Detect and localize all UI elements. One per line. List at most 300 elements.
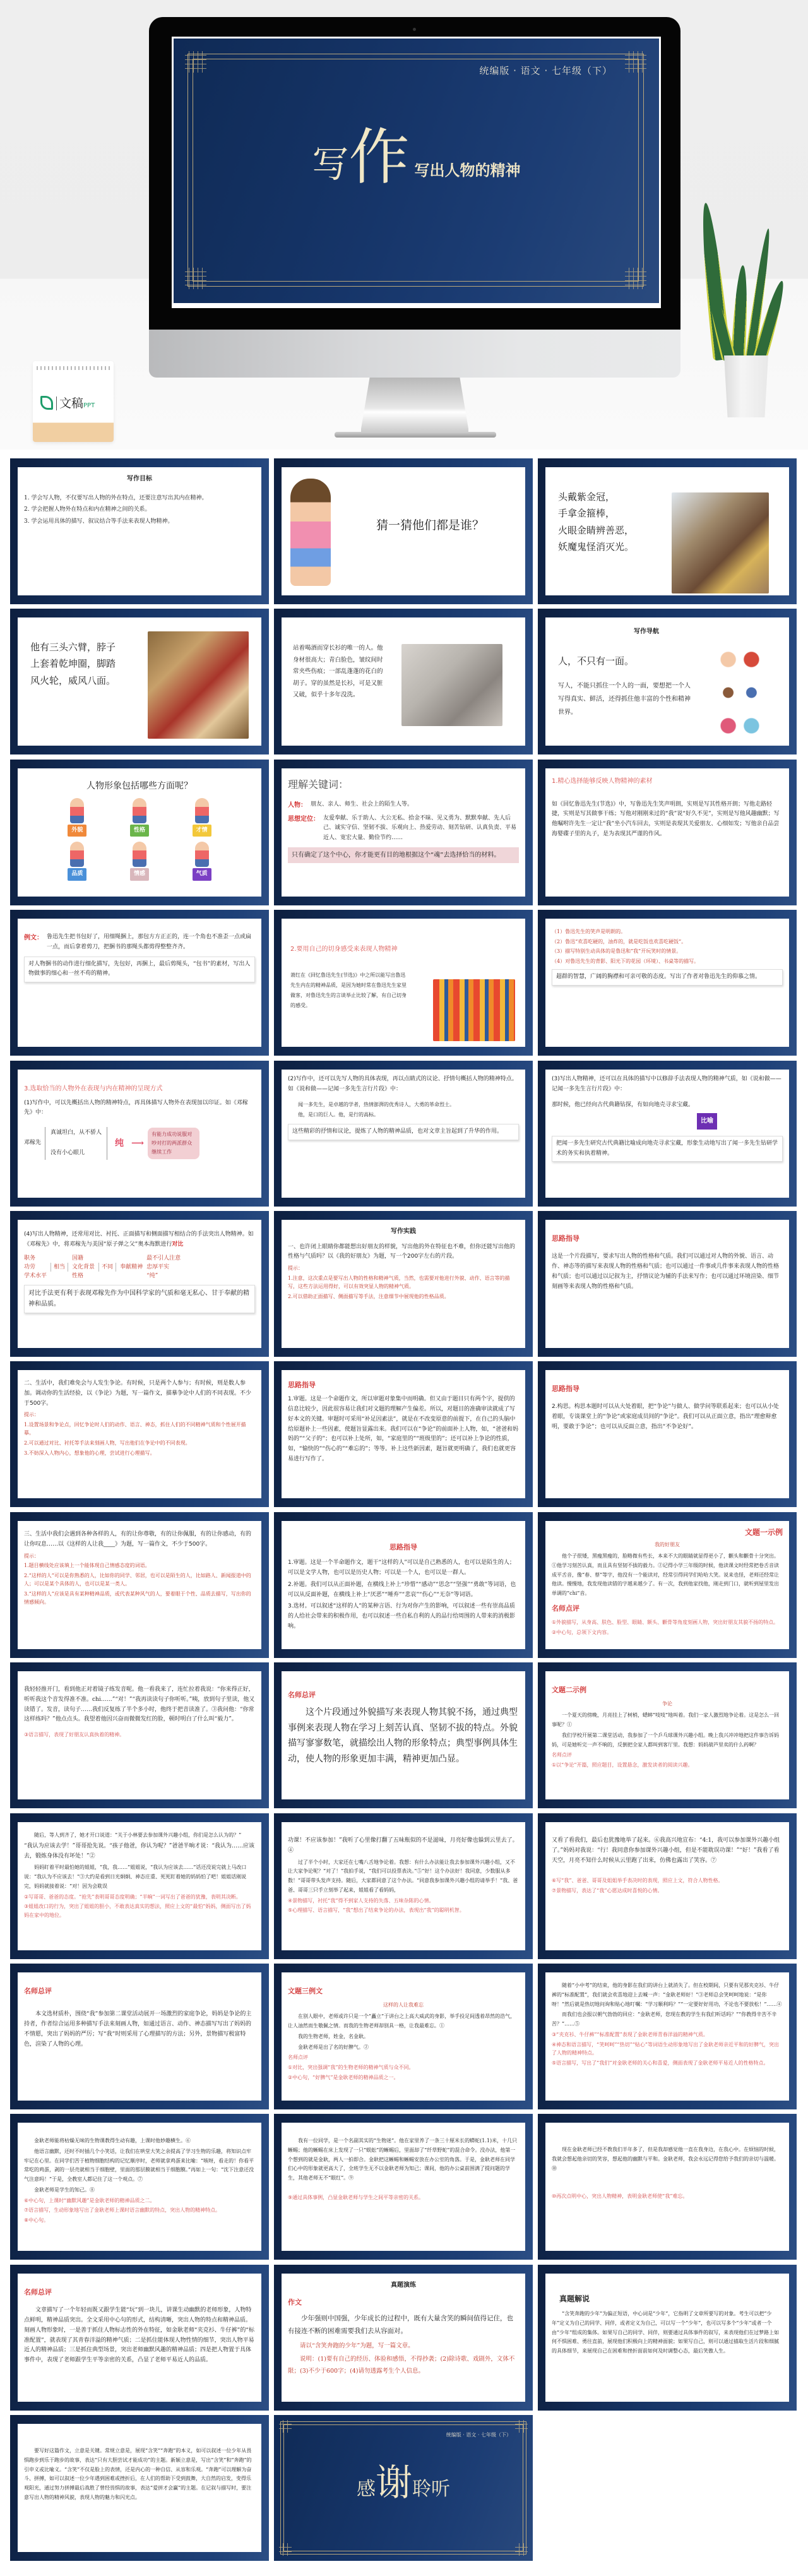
comparison-cell: 文化背景 — [72, 1263, 95, 1270]
monitor-stand — [361, 378, 468, 433]
body-text: 萧红在《回忆鲁迅先生(节选)》中之所以能写出鲁迅先生内在的精神品质，是因为她时常在鲁迅先生家里做客，对鲁迅先生的言谈举止比较了解，有自己切身的感受。 — [290, 972, 407, 1008]
aspect-chip: 情感 — [130, 868, 149, 881]
hint-text: 2.可以通过对比、衬托等手法来刻画人物，写出他们在争论中的不同表现。 — [24, 1440, 191, 1446]
body-paragraph: 妈妈盯着平时最怕她的姐姐，“我，我……”姐姐说，“我认为应该去……”话还没说完就上马改口说：“我认为不应该去！”③大约是看到日光炯炯、神态庄重、死死盯着她的妈妈怕了吧！姐姐话刚说完，妈妈就接着说：“对！因为会耽误 — [24, 1864, 247, 1889]
slide-thumbnail[interactable] — [274, 1361, 533, 1507]
section-heading: 名师总评 — [24, 1987, 52, 1995]
body-paragraph: 而我们也会报以朝气勃勃的回应：“金耿老师，您现在教的学生有我们听话吗？”“你教得辛苦不辛苦？”……⑤ — [552, 2012, 777, 2027]
summary-text: 这个片段通过外貌描写来表现人物其貌不扬，通过典型事例来表现人物在学习上刻苦认真、坚韧不拔的特点。外貌描写寥寥数笔，就描绘出人物的形象特点；典型事例具体生动，使人物的形象更加丰满，精神更加凸显。 — [288, 1707, 518, 1764]
poem-text — [558, 489, 665, 555]
comment-text: ⑧中心句。 — [24, 2217, 49, 2223]
logo-suffix: PPT — [83, 402, 95, 409]
essay-title: 我的好朋友 — [655, 1542, 680, 1547]
body-text: 一、也许闭上眼睛你都能想出好朋友的样貌，写出他的外在特征也不难，但你还能写出他的性格与气质吗？以《我的好朋友》为题，写一个200字左右的片段。 — [288, 1243, 516, 1260]
section-heading: 真题解说 — [559, 2294, 590, 2303]
slide-thumbnail[interactable] — [538, 2265, 797, 2411]
cover-title — [174, 122, 659, 193]
body-paragraph: 闻一多先生，是卓越的学者，热情澎湃的优秀诗人，大勇的革命烈士。 — [298, 1101, 454, 1107]
slide-thumbnail[interactable] — [538, 609, 797, 754]
body-paragraph: 随后，等人到齐了，她才开口说道：“关于小林要去参加课外兴趣小组，你们是怎么认为的？” — [34, 1832, 242, 1838]
keyword-label: 人物： — [288, 802, 307, 809]
spacer — [552, 1225, 783, 1229]
trait-item: 没有小心眼儿 — [50, 1149, 85, 1156]
slide-thumbnail[interactable] — [538, 910, 797, 1056]
spacer — [552, 1868, 783, 1876]
body-text: 1.审题。这是一个半命题作文，题干“这样的人”可以是自己熟悉的人，也可以是陌生的人；可以是文学人物，也可以是历史人物；可以是一个人，也可以是一群人。 — [288, 1559, 515, 1576]
comparison-column — [98, 1263, 116, 1272]
comment-text: ①对比，突出强调“我”的生物老师的精神气质与众不同。 — [288, 2065, 414, 2071]
spacer — [288, 2185, 519, 2193]
logo-text: 文稿 — [56, 397, 83, 410]
slide-page — [282, 1822, 525, 1950]
body-text: 这是一个片段描写，要求写出人物的性格和气质。我们可以通过对人物的外貌、语言、动作、神态等的描写来表现人物的性格和气质；也可以通过一件事或几件事来表现人物的性格和气质；也可以通过以记叙为主，抒情议论为辅的手法来写作；也可以通过环境渲染、细节刻画等来表现人物的性格和气质。 — [552, 1253, 780, 1290]
body-paragraph: 随着“小中考”的结束，他的身影在我们的讲台上就消失了。但在校期间，只要有见那夹克衫、牛仔裤的“标准配置”，我们就会欢喜地迎上去喊一声：“金耿老师好！”③老师总会笑呵呵地说：“是你呀！”然后就是热切地问询和贴心地叮嘱：“学习顺利吗？”“一定要好好用功，不论也不要放松！”……④ — [552, 1983, 782, 2007]
spacer — [288, 1676, 519, 1685]
slide-page — [18, 2123, 261, 2251]
slide-page — [282, 1370, 525, 1498]
slide-thumbnail[interactable] — [274, 458, 533, 604]
slide-thumbnail[interactable] — [538, 760, 797, 905]
hint-text: 1.注意，这次重点是要写出人物的性格和精神气质，当然，也需要对他进行外貌、动作、语言等的描写，这些方法运用得好，可以有效突显人物的精神气质。 — [288, 1275, 510, 1290]
comparison-cell: 最不引人注意 — [146, 1255, 181, 1261]
headline: 人，不只有一面。 — [558, 655, 634, 667]
essay-title: 争论 — [662, 1701, 672, 1707]
body-paragraph: 过了半个小时，大家还在七嘴八舌地争论着。我想：有什么办法能让我去参加课外兴趣小组，又不让大家争论呢？“对了！”我拍手说，“我们可以投票表决。”⑤“好！这个办法好！我同意，少数服从多数！”哥哥带头发声支持。随后，大家都同意了这个办法。“同意我参加课外兴趣小组的请举手！”我、爸爸、哥哥三只手立刻举了起来，姐姐看了看妈妈， — [288, 1859, 518, 1893]
keyword-label: 例文： — [24, 934, 43, 941]
closing-rest: 聆听 — [412, 2478, 450, 2500]
plant-pot — [724, 355, 768, 417]
hint-text: 3.不妨深入人物内心，想象他的心理，尝试进行心理描写。 — [24, 1450, 155, 1456]
comparison-cell: “纯” — [146, 1273, 158, 1280]
hint-text: （1）鲁迅先生的笑声是明朗的。 — [552, 929, 626, 934]
monkey-king-painting-image — [672, 492, 769, 593]
keyword-row — [288, 814, 519, 844]
title-char-2: 作 — [348, 122, 410, 193]
slide-page — [18, 1220, 261, 1348]
slide-thumbnail[interactable] — [538, 1211, 797, 1357]
comment-text: ①以“争论”开篇，照应题目，设置悬念，激发读者的阅读兴趣。 — [552, 1762, 693, 1768]
spacer — [24, 2438, 255, 2447]
hint-text: 2.“这样的人”可以是你熟悉的人，比如你的同学、邻居，也可以是陌生的人，比如路人、新闻报道中的人；可以是某个具体的人，也可以是某一类人。 — [24, 1572, 251, 1587]
comment-text: ⑨通过具体事例，凸显金耿老师与学生之间平等亲密的关系。 — [288, 2194, 424, 2200]
hint-text: （2）鲁迅“欢喜吃硬的，油炸的，就是吃饭也欢喜吃硬饭”。 — [552, 938, 687, 945]
slide-thumbnail[interactable] — [10, 1361, 269, 1507]
poem-line: 手拿金箍棒， — [558, 508, 615, 520]
comment-text: ⑤语言描写，写出了“我们”对金耿老师的关心和喜爱，侧面表现了金耿老师平易近人的性格特点。 — [552, 2060, 769, 2066]
slide-page — [18, 617, 261, 746]
comment-text: ③语言描写，表现了好朋友认真执着的精神。 — [24, 1732, 125, 1738]
comparison-cell: 功劳 — [24, 1263, 36, 1270]
slide-page — [18, 1822, 261, 1950]
section-heading: 名师总评 — [288, 1691, 316, 1699]
body-text: 如《回忆鲁迅先生(节选)》中，写鲁迅先生笑声明朗，实则是写其性格开朗；写他走路轻捷，实则是写其做事干练；写他对刚刚来过的“我”说“好久不见”，实则是写他风趣幽默；写他嘱咐许先生一定让“我”坐小汽车回去，实则是表现其关爱朋友、心细如发；写他亲自品尝海婴碟子里的丸子，是为表现其严谨的作风。 — [552, 801, 780, 837]
body-text: 1.审题。这是一个命题作文，所以审题对象集中而明确。但又由于题目只有两个字，提供的信息比较少，因此很容易让我们对文题的理解产生偏差。所以，对题目的准确审读就成了写好本文的关键。审题时可采用“补足因素法”，就是在不改变原意的前提下，在自己的头脑中给原题补上一些因素，使题旨显露出来。我们可以在“争论”的前面补上人物，如，“爸爸和妈妈的”“父子的”；也可以补上处所，如，“家庭里的”“班级里的”；还可以补上争论的性质，如，“愉快的”“伤心的”“难忘的”；等等。补上这些新因素，题旨就更明确了，我们也就更容易进行写作了。 — [288, 1396, 518, 1462]
slide-page — [18, 1070, 261, 1198]
slide-heading: 2.要用自己的切身感受来表现人物精神 — [290, 946, 398, 953]
person-name: 邓稼先 — [24, 1139, 42, 1146]
slide-thumbnail[interactable] — [274, 1662, 533, 1808]
slide-page — [282, 617, 525, 746]
body-paragraph: 他语言幽默，还时不时插几个小笑话，让我们在哄堂大笑之余提高了学习生物的乐趣，将知识点牢牢记在心里。在同学们苦于植物细胞结构的记忆顺序时，老师就拿鸡蛋来比喻：“咳呀，看走的！你看平常吃的鸡蛋，剥的一层壳就相当于细胞壁，里面的那层膜就相当于细胞膜。”再如上一句：“沈下注意还没气注意吗！”于是，全教室人都记住了这一个观点。⑦ — [24, 2148, 254, 2183]
slide-thumbnail[interactable] — [10, 910, 269, 1056]
rhetoric-badge: 比喻 — [697, 1113, 717, 1130]
slide-thumbnail[interactable] — [10, 1061, 269, 1207]
aspect-item — [49, 798, 105, 837]
series-label: 统编版 · 语文 · 七年级（下） — [479, 65, 612, 76]
section-heading: 名师总评 — [24, 2288, 52, 2296]
body-text: 3.选材。可以叙述“这样的人”的某种言语、行为对你产生的影响，可以叙述一些有崇高品质的人给社会带来的积极作用，也可以叙述一些自私自利的人的品行给周围的人带来的消极影响。 — [288, 1603, 516, 1630]
section-heading: 思路指导 — [389, 1543, 417, 1551]
cover-slide — [174, 39, 659, 303]
slide-page — [18, 1370, 261, 1498]
body-text: 1. 学会写人物，不仅要写出人物的外在特点，还要注意写出其内在精神。 — [24, 494, 208, 501]
prompt-text: 请以“含笑奔跑的少年”为题，写一篇文章。 — [288, 2342, 414, 2349]
slide-thumbnail[interactable] — [538, 1361, 797, 1507]
body-text: 写人，不能只抓住一个人的一面，要想把一个人写得真实、鲜活，还得抓住他丰富的个性和精神世界。 — [558, 683, 691, 716]
body-text: (3)写出人物精神，还可以在具体的描写中以修辞手法表现人物的精神气质，如《说和做——记闻一多先生言行片段》中： — [552, 1076, 781, 1092]
slide-thumbnail[interactable] — [10, 1512, 269, 1658]
keyword-value: 朋友、亲人、师生、社会上的陌生人等。 — [311, 801, 413, 808]
aspect-item — [112, 798, 168, 837]
body-text: 功课！不应该参加！”我听了心里像打翻了五味瓶似的不是滋味，月亮好像也躲到云里去了。④ — [288, 1837, 518, 1854]
slide-thumbnail[interactable] — [10, 1813, 269, 1959]
spacer — [24, 2279, 255, 2282]
cartoon-child-icon — [133, 798, 146, 823]
body-text: 3. 学会运用具体的描写、叙议结合等手法来表现人物精神。 — [24, 518, 174, 525]
summary-box: 超群的智慧，广阔的胸襟和可亲可敬的态度。写出了作者对鲁迅先生的仰慕之情。 — [552, 969, 783, 986]
comparison-table — [24, 1254, 255, 1281]
spacer — [552, 2137, 783, 2145]
cartoon-child-icon — [70, 842, 84, 867]
slide-page — [545, 1972, 789, 2101]
poem-text — [30, 639, 138, 689]
guess-prompt: 猜一猜他们都是谁？ — [376, 518, 485, 532]
nezha-painting-image — [148, 631, 249, 739]
fret-corner-icon — [515, 2543, 528, 2556]
comparison-column — [146, 1254, 181, 1281]
body-text: 文章描写了一个年轻而既又跟学生能“玩”到一块儿，讲课生动幽默的老师形象，人物特点鲜明，精神品质突出。全文采用中心句的形式，结构清晰，突出人物的特点和精神品质。刻画人物形象时，一是善于抓住人物标志性的外在特征，如金耿老师“夹克衫、牛仔裤”的“标准配置”，就表现了其青春洋溢的精神气质；二是抓住能体现人物性情的细节，突出人物平易近人的精神品质；三是抓住典型场景，突出老师幽默风趣的精神品质；四是把人物置于具体事件中，表现了老师跟学生平等亲密的关系，凸显了老师平易近人的品质。 — [24, 2307, 254, 2363]
slide-page — [545, 617, 789, 746]
cartoon-child-icon — [195, 798, 209, 823]
summary-box: 把闻一多先生研究古代典籍比喻成向地壳寻求宝藏，形象生动地写出了闻一多先生钻研学术的务实和执着精神。 — [552, 1136, 783, 1162]
comment-text: ⑦景物描写，表达了“我”心愿达成时喜悦的心情。 — [552, 1887, 663, 1893]
poem-line: 妖魔鬼怪消灭光。 — [558, 540, 634, 552]
section-heading: 思路指导 — [552, 1234, 579, 1243]
body-paragraph: 他，是口的巨人。他，是行的高标。 — [298, 1112, 379, 1118]
slide-page — [282, 1220, 525, 1348]
fret-corner-icon — [185, 268, 206, 289]
slide-page — [18, 919, 261, 1047]
body-text: 那时候，他已经向古代典籍钻探，有如向地壳寻求宝藏。 — [552, 1101, 694, 1108]
fret-corner-icon — [625, 51, 646, 73]
fret-corner-icon — [279, 2543, 292, 2556]
body-paragraph: 我们学校开展第二课堂活动，我参加了一个乒乓球课外兴趣小组。晚上我兴冲冲地把这件事告诉妈妈，可是她听完一声不响的，反倒把全家人都叫到客厅里。我想：妈妈葫芦里卖的什么药啊？ — [552, 1732, 779, 1748]
body-paragraph: 金耿老师是出了名的好脾气。② — [298, 2044, 369, 2050]
aspect-item — [174, 798, 230, 837]
slide-thumbnail[interactable] — [538, 1813, 797, 1959]
slide-page — [282, 2123, 525, 2251]
section-heading: 文题一示例 — [744, 1528, 783, 1537]
slide-page — [545, 1822, 789, 1950]
spacer — [24, 924, 255, 933]
spacer — [552, 2183, 783, 2192]
keyword-value: 友爱奉献、乐于助人、大公无私、拾金不昧、见义勇为、默默奉献、先人后己、诚实守信、坚韧不拔、乐观向上、热爱劳动、刻苦钻研、认真负责、平易近人、宽宏大量、勤俭节约…… — [323, 814, 517, 841]
closing-char-1: 感 — [356, 2478, 376, 2500]
closing-title — [274, 2461, 533, 2504]
keyword-value: 鲁迅先生把书包好了，用细绳捆上，那包方方正正的，连一个角也不准歪一点或扁一点，而后拿着剪刀，把捆书的那绳头都剪得整整齐齐。 — [47, 934, 252, 950]
body-text-main: (4)写出人物精神，还常用对比、衬托、正面描写和侧面描写相结合的手法突出人物精神。如《邓稼先》中，将邓稼先与美国“原子弹之父”奥本海默进行 — [24, 1231, 254, 1248]
poem-line: 他有三头六臂，脖子 — [30, 641, 116, 653]
comparison-column — [50, 1263, 68, 1272]
hint-text: 提示： — [24, 1553, 39, 1559]
body-paragraph: 金耿老师能将枯燥无味的生物课教得生动有趣，上课时他妙趣横生。⑥ — [34, 2138, 191, 2144]
slide-thumbnail[interactable] — [274, 1512, 533, 1658]
comparison-cell: 学术水平 — [24, 1273, 47, 1280]
slide-thumbnail[interactable] — [10, 1964, 269, 2109]
brand-logo — [40, 394, 95, 411]
aspect-item — [112, 842, 168, 881]
section-heading: 文题三例文 — [288, 1987, 323, 1995]
slide-thumbnail[interactable] — [274, 760, 533, 905]
slide-thumbnail[interactable] — [538, 458, 797, 604]
body-text: (2)写作中，还可以先写人物的具体表现，再以点睛式的议论、抒情句概括人物的精神特点。如《说和做——记闻一多先生言行片段》中： — [288, 1076, 518, 1092]
hint-text: 2.可以借助正面描写、侧面描写等手法，注意细节中展现他的性格品质。 — [288, 1293, 449, 1299]
aspect-item — [49, 842, 105, 881]
section-title: 写作实践 — [391, 1228, 416, 1235]
comparison-cell: 职务 — [24, 1255, 36, 1261]
section-heading: 思路指导 — [552, 1385, 579, 1393]
closing-slide — [274, 2415, 533, 2561]
body-paragraph: 要写好这篇作文，立意是关键。常规立意是，展现“含笑”“奔跑”的本义，如可以叙述一位少年从畏惧跑步到乐于跑步的故事，表达“只有大胆尝试才能成功”的主题。新颖立意是，写出“含笑”和“奔跑”的引申义或比喻义。“含笑”不仅是脸上的表情，还是内心的一种自信、从容和乐观。“奔跑”可以理解为奋斗、拼搏，如可以叙述一位少年遇到困难或挫折后，在人们的帮助下受到鼓舞，大自然的启发，变得乐观阳光，通过努力拼搏最后战胜了曾经畏惧的故事，表达“爱拼才会赢”的主题。在记叙与描写时，要注意写出人物的精神风貌，表现人物的魅力和闪光点。 — [24, 2448, 252, 2500]
body-paragraph: 一个夏天的傍晚，月亮挂上了树梢，蟋蟀“吱吱”地叫着。我们一家人激烈地争论着。这是怎么一回事呢？① — [552, 1712, 780, 1728]
slide-thumbnail[interactable] — [274, 1211, 533, 1357]
cartoon-child-icon — [195, 842, 209, 867]
keyword-row — [24, 933, 255, 953]
slide-page — [282, 467, 525, 595]
emphasis: 对比 — [172, 1241, 184, 1248]
keyword-row — [288, 800, 519, 811]
section-heading: 名师点评 — [552, 1604, 579, 1613]
body-paragraph: 在别人眼中，老师或许只是一个“矗立”于讲台之上高大威武的身影，举手投足间透着昂然的浩气，让人油然而生敬佩之情。而我的生物老师却别具一格，让我最难忘。① — [288, 2013, 516, 2029]
aspect-grid — [49, 798, 230, 881]
slide-page — [282, 1521, 525, 1649]
slide-page — [545, 768, 789, 897]
section-title: 写作目标 — [127, 475, 152, 482]
slide-thumbnail[interactable] — [10, 1211, 269, 1357]
comment-text: ⑦语言描写，生动形象地写出了金耿老师上课时语言幽默的特点，突出人物的精神特点。 — [24, 2207, 221, 2214]
slide-thumbnail[interactable] — [10, 1662, 269, 1808]
slide-thumbnail[interactable] — [274, 609, 533, 754]
slide-thumbnail[interactable] — [538, 1512, 797, 1658]
spacer — [24, 2429, 255, 2438]
prompt-text: 说明：(1)要有自己的经历、体验和感悟，不得抄袭；(2)除诗歌、戏剧外，文体不限；(3)不少于600字；(4)请勿透露考生个人信息。 — [288, 2355, 515, 2375]
summary-box: 这些精彩的抒情和议论，提炼了人物的精神品质，也对文章主旨起到了升华的作用。 — [288, 1124, 519, 1140]
slide-page — [545, 1521, 789, 1649]
section-heading: 作文 — [288, 2298, 302, 2306]
comparison-cell: 性格 — [72, 1273, 84, 1280]
body-paragraph: “含笑奔跑的少年”为偏正短语，中心词是“少年”，它指明了文章所要写的对象。考生可以把“少年”定义为自己的同学、同伴，或者定义为自己，可以写一个“少年”，也可以写多个“少年”或者一个由“少年”组成的集体。如果写自己的同学、同伴，则要通过具体事件的叙写，来表现他们在过梦路上如何不惧困难、勇往直前，展现他们积极向上的精神面貌；如果写自己，则可以通过描取生活片段和细腻的具体细节，来展现自己在困难和挫折面前如何及时调整心态，最后笑傲人生。 — [552, 2311, 780, 2354]
spacer — [552, 2279, 783, 2287]
slide-thumbnail[interactable] — [10, 2114, 269, 2260]
spacer — [552, 1827, 783, 1836]
comment-text: ④神态和语言描写，“笑呵呵”“热切”“贴心”等词语生动形象地写出了金耿老师亲近平和的好脾气，突出了人物的精神特点。 — [552, 2041, 780, 2056]
cover-subtitle: 写出人物的精神 — [414, 162, 521, 180]
comment-text: ①外貌描写，从身高、肤色、脸型、眼睛、额头、颧骨等角度刻画人物，突出好朋友其貌不扬的特点。 — [552, 1619, 779, 1626]
body-text: 二、生活中，我们难免会与人发生争论。有时候，只是两个人参与；有时候，则是数人参加。调动你的生活经验，以《争论》为题，写一篇作文，描摹争论中人们的不同表现。不少于500字。 — [24, 1380, 252, 1407]
section-heading: 思路指导 — [288, 1381, 316, 1389]
kong-yiji-painting-image — [401, 644, 502, 726]
slide-thumbnail[interactable] — [10, 760, 269, 905]
spacer — [288, 1526, 519, 1535]
hint-text: （4）对鲁迅先生的背影、阳光下的花园（环境）、书桌等的描写。 — [552, 958, 699, 964]
books-illustration-image — [433, 979, 515, 1041]
comment-text: ②写哥哥、爸爸的态度。“抢先”表明哥哥态度明确；“半晌”一词写出了爸爸的犹豫，表明其决断。 — [24, 1893, 241, 1900]
spacer — [24, 2128, 255, 2137]
arrow-right-icon: ⟶ — [131, 1138, 145, 1148]
slide-title: 理解关键词： — [288, 778, 349, 790]
slide-page — [545, 2123, 789, 2251]
spacer — [552, 1676, 783, 1680]
hint-text: 提示： — [24, 1412, 39, 1418]
closing-char-2: 谢 — [375, 2461, 412, 2504]
fret-corner-icon — [625, 268, 646, 289]
summary-box: 对人物捆书的动作进行细化描写，先包好，再捆上，最后剪绳头，“包书”的素材，写出人物做事的细心和一丝不苟的精神。 — [24, 957, 255, 983]
hint-text: 1.题目横线处应该填上一个能体现自己情感态度的词语。 — [24, 1563, 150, 1569]
comment-text: ⑥写“我”、爸爸、哥哥及姐姐举手表决时的表现，照应上文，符合人物性格。 — [552, 1878, 723, 1884]
poem-line: 风火轮，威风八面。 — [30, 674, 116, 686]
slide-thumbnail[interactable] — [274, 1964, 533, 2109]
slide-page — [545, 1220, 789, 1348]
potted-plant — [701, 196, 780, 360]
body-text: 2. 学会把握人物外在特点和内在精神之间的关系。 — [24, 506, 151, 513]
monitor-chin — [149, 330, 680, 378]
highlight-box: 只有确定了这个中心，你才能更有目的地根据这个“魂”去选择恰当的材料。 — [288, 847, 519, 864]
hint-text: （3）描写特别生动具体的是鲁迅和“我”开玩笑时的情景。 — [552, 948, 682, 955]
girl-cartoon-image — [290, 479, 331, 586]
comment-text: ②中心句，“好脾气”是金耿老师的精神品质之一。 — [288, 2074, 399, 2080]
slide-thumbnail[interactable] — [538, 1964, 797, 2109]
comparison-column — [72, 1254, 95, 1281]
hint-text: 1.设置场景和争论点，回忆争论时人们的动作、语言、神态，抓住人们的不同精神气质和个性展开描摹。 — [24, 1421, 246, 1436]
summary-box: 对比手法更有利于表现邓稼先作为中国科学家的气质和毫无私心、甘于奉献的精神和品质。 — [24, 1285, 255, 1313]
section-title: 真题演练 — [391, 2282, 416, 2289]
body-text: 2.构思。构思本题时可以从大处着眼，把“争论”与做人、做学问等联系起来；也可以从小处着眼，专谈课堂上的“争论”或家庭成员间的“争论”。我们可以从正面立意，指出“理愈辩愈明，要敢于争论”；也可以从反面立意，指出“不争论好”。 — [552, 1404, 779, 1430]
hero-cover — [0, 0, 808, 450]
slide-thumbnail[interactable] — [10, 2415, 269, 2561]
body-text: 三、生活中我们会遇到各种各样的人，有的让你尊敬，有的让你佩服，有的让你感动，有的让你叹息……以《这样的人让我____》为题，写一篇作文，不少于500字。 — [24, 1531, 252, 1547]
spacer — [24, 1977, 255, 1981]
bracket-diagram — [24, 1127, 255, 1160]
comment-text: 名师点评 — [552, 1752, 572, 1758]
comment-text: ⑥中心句，上课时“幽默风趣”是金耿老师的精神品质之二。 — [24, 2197, 155, 2203]
comment-text: ③“夹克衫、牛仔裤”“标准配置”表现了金耿老师青春洋溢的精神气质。 — [552, 2031, 708, 2037]
spacer — [552, 2128, 783, 2137]
slide-page — [282, 919, 525, 1047]
trait-item: 真诚坦白，从不骄人 — [50, 1130, 102, 1136]
aspect-item — [174, 842, 230, 881]
poem-line: 上套着乾坤圈，脚踏 — [30, 658, 116, 670]
slide-page — [545, 467, 789, 595]
slide-page — [545, 1070, 789, 1198]
slide-thumbnail[interactable] — [274, 910, 533, 1056]
body-text: (1)写作中，可以先概括出人物的精神特点，再具体描写人物外在表现加以印证。如《邓稼先》中： — [24, 1099, 248, 1116]
section-title: 写作导航 — [634, 628, 659, 635]
body-text: 又看了看我们，最后也犹豫地举了起来。⑥我高兴地宣布：“4:1，我可以参加课外兴趣小组了。”妈妈对我说：“行！我同意你参加课外兴趣小组，但是不能耽误功课！”“好！”我看了看天空，月亮不知什么时候从云里跑了出来，仿佛也露出了笑容。⑦ — [552, 1837, 780, 1864]
slide-thumbnail[interactable] — [10, 609, 269, 754]
comparison-cell: 忠厚平实 — [146, 1263, 170, 1270]
comparison-column — [120, 1263, 143, 1272]
comment-text: ⑤心理描写、语言描写，“我”想出了结束争论的办法，表现出“我”的聪明机智。 — [288, 1907, 465, 1914]
trait-bracket — [45, 1127, 107, 1160]
result-box: 有能力成功说服对吵对打的两派群众继续工作 — [148, 1128, 199, 1159]
hint-text: 提示： — [288, 1265, 303, 1271]
comparison-cell: 国籍 — [72, 1255, 84, 1261]
comment-text: ⑩再次点明中心，突出人物精神，表明金耿老师使“我”难忘。 — [552, 2193, 688, 2200]
slide-page — [18, 2424, 261, 2552]
body-text: 站着喝酒而穿长衫的唯一的人。他身材很高大；青白脸色，皱纹间时常夹些伤痕；一部乱蓬蓬的花白的胡子。穿的虽然是长衫，可是又脏又破，似乎十多年没洗。 — [293, 645, 383, 699]
slide-thumbnail[interactable] — [274, 2114, 533, 2260]
monitor-screen — [172, 37, 661, 308]
slide-thumbnail[interactable] — [274, 2415, 533, 2561]
title-char-1: 写 — [312, 143, 349, 186]
slide-thumbnail[interactable] — [274, 1813, 533, 1959]
key-trait: 纯 — [115, 1138, 124, 1148]
fret-corner-icon — [279, 2420, 292, 2433]
calendar-rings — [37, 366, 110, 370]
slide-page — [18, 467, 261, 595]
poem-line: 头戴紫金冠， — [558, 491, 615, 503]
slide-thumbnail[interactable] — [538, 1061, 797, 1207]
slide-thumbnail[interactable] — [538, 1662, 797, 1808]
slide-page — [18, 2274, 261, 2402]
slide-page — [545, 1370, 789, 1498]
comment-text: ③姐姐改口的行为，突出了姐姐的胆小，不敢表达真实的想法，照应上文的“最怕”妈妈，侧面写出了妈妈在家中的地位。 — [24, 1904, 251, 1918]
comment-text: ④景物描写，衬托“我”得不到家人支持的失落、五味杂陈的心情。 — [288, 1897, 434, 1904]
spacer — [552, 2174, 783, 2183]
slide-thumbnail[interactable] — [10, 2265, 269, 2411]
leaf-logo-icon — [40, 396, 53, 410]
slide-page — [282, 2274, 525, 2402]
fret-corner-icon — [515, 2420, 528, 2433]
comparison-cell: 奉献精神 — [120, 1263, 143, 1270]
desk-calendar — [33, 361, 114, 442]
aspect-chip: 外貌 — [68, 825, 86, 837]
aspect-chip: 性格 — [130, 825, 149, 837]
slide-page — [18, 1521, 261, 1649]
body-text — [24, 1230, 255, 1250]
section-heading: 1.精心选择能够反映人物精神的素材 — [552, 778, 653, 785]
cartoon-child-icon — [133, 842, 146, 867]
keyword-label: 思想定位： — [288, 815, 319, 823]
slide-thumbnail[interactable] — [274, 2265, 533, 2411]
slide-heading: 3.选取恰当的人物外在表现与内在精神的呈现方式 — [24, 1085, 163, 1092]
slide-page — [282, 1671, 525, 1799]
poem-line: 火眼金睛辨善恶， — [558, 524, 634, 536]
slide-thumbnail[interactable] — [274, 1061, 533, 1207]
slide-page — [545, 1671, 789, 1799]
slide-page — [18, 768, 261, 897]
comparison-cell: 相当 — [54, 1263, 66, 1270]
slide-page — [18, 1972, 261, 2101]
slide-thumbnail[interactable] — [538, 2114, 797, 2260]
camera-dot — [413, 28, 416, 31]
slide-page — [545, 919, 789, 1047]
slide-thumbnail[interactable] — [10, 458, 269, 604]
section-heading: 文题二示例 — [552, 1686, 586, 1694]
body-paragraph: 金耿老师是学生的知己。⑧ — [34, 2186, 95, 2193]
comment-text: 名师点评 — [288, 2054, 308, 2061]
spacer — [24, 2001, 255, 2010]
